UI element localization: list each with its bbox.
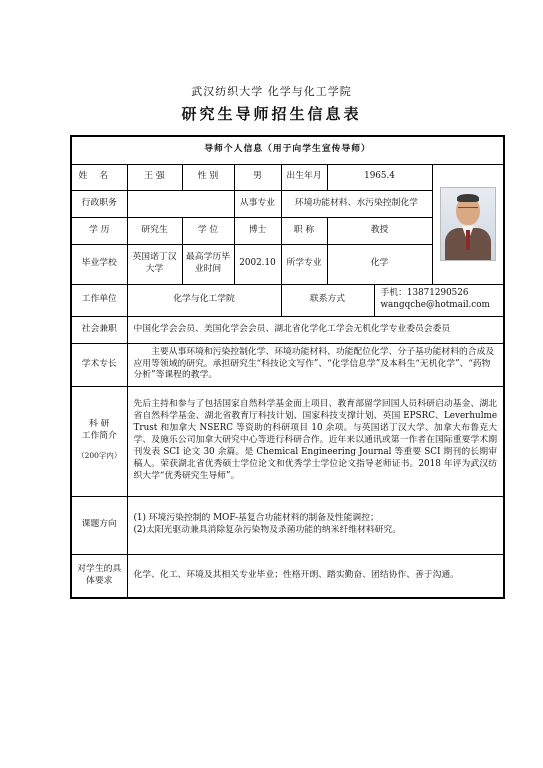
row-unit	[71, 284, 504, 316]
gender-value: 男	[234, 164, 281, 190]
gender-label: 性 别	[182, 164, 234, 190]
expertise-label: 学术专长	[71, 343, 127, 386]
grad-major-label: 所学专业	[281, 244, 327, 284]
section-title: 导师个人信息（用于向学生宣传导师）	[71, 136, 504, 164]
social-label: 社会兼职	[71, 316, 127, 343]
unit-label: 工作单位	[71, 284, 127, 316]
prof-title-label: 职 称	[281, 217, 327, 244]
degree-label: 学 位	[182, 217, 234, 244]
grad-time-value: 2002.10	[234, 244, 281, 284]
birth-value: 1965.4	[327, 164, 432, 190]
name-label: 姓名	[71, 164, 127, 190]
contact-label: 联系方式	[281, 284, 374, 316]
requirements-label: 对学生的具体要求	[71, 554, 127, 598]
prof-title-value: 教授	[327, 217, 432, 244]
unit-value: 化学与化工学院	[127, 284, 281, 316]
admin-value	[127, 190, 234, 217]
admin-label: 行政职务	[71, 190, 127, 217]
research-label	[71, 386, 127, 496]
major-label: 从事专业	[234, 190, 281, 217]
grad-time-label: 最高学历毕业时间	[182, 244, 234, 284]
portrait-photo	[440, 187, 496, 261]
row-name	[71, 164, 504, 190]
row-expertise	[71, 343, 504, 386]
contact-value	[374, 284, 504, 316]
row-direction	[71, 496, 504, 554]
social-text: 中国化学会会员、美国化学会会员、湖北省化学化工学会无机化学专业委员会委员	[127, 316, 504, 343]
research-label-b: 工作简介	[81, 431, 117, 442]
form-title: 研究生导师招生信息表	[181, 105, 362, 123]
requirements-text: 化学、化工、环境及其相关专业毕业；性格开朗、踏实勤奋、团结协作、善于沟通。	[127, 554, 504, 598]
phone-text: 手机：13871290526	[380, 288, 469, 299]
school-value: 英国诺丁汉大学	[127, 244, 182, 284]
direction-line-2: (2)太阳光驱动兼具消除复杂污染物及杀菌功能的纳米纤维材料研究。	[133, 525, 402, 535]
name-value: 王 强	[127, 164, 182, 190]
major-value: 环境功能材料、水污染控制化学	[281, 190, 432, 217]
direction-line-1: (1) 环境污染控制的 MOF-基复合功能材料的制备及性能调控；	[133, 513, 379, 524]
birth-label: 出生年月	[281, 164, 327, 190]
row-social	[71, 316, 504, 343]
direction-text	[127, 496, 504, 554]
school-label: 毕业学校	[71, 244, 127, 284]
section-header-row	[71, 136, 504, 164]
photo-cell	[432, 164, 504, 284]
grad-major-value: 化学	[327, 244, 432, 284]
research-text: 先后主持和参与了包括国家自然科学基金面上项目、教育部留学回国人员科研启动基金、湖北省自然科学基金、湖北省教育厅科技计划、国家科技支撑计划、英国 EPSRC、Leverhulme Trust 和加拿大 NSERC 等资助的科研项目 10 余项。与英国诺丁汉大学、加拿大布鲁克大学、及施乐公司加拿大研究中心等进行科研合作。近年来以通讯或第一作者在国际重要学术期刊发表 SCI 论文 30 余篇。是 Chemical Engineering Journal 等重要 SCI 期刊的长期审稿人。荣获湖北省优秀硕士学位论文和优秀学士学位论文指导老师证书。2018 年评为武汉纺织大学“优秀研究生导师”。	[127, 386, 504, 496]
email-text: wangqche@hotmail.com	[380, 300, 490, 310]
research-label-c: （200字内）	[77, 450, 122, 460]
direction-label: 课题方向	[71, 496, 127, 554]
university-line: 武汉纺织大学 化学与化工学院	[191, 85, 352, 98]
edu-label: 学 历	[71, 217, 127, 244]
edu-value: 研究生	[127, 217, 182, 244]
expertise-text: 主要从事环境和污染控制化学、环境功能材料、功能配位化学、分子基功能材料的合成及应用等领域的研究。承担研究生“科技论文写作”、“化学信息学”及本科生“无机化学”、“药物分析”等课程的教学。	[127, 343, 504, 386]
row-requirements	[71, 554, 504, 598]
research-label-a: 科 研	[89, 419, 110, 430]
row-research	[71, 386, 504, 496]
info-table	[70, 135, 505, 599]
degree-value: 博士	[234, 217, 281, 244]
